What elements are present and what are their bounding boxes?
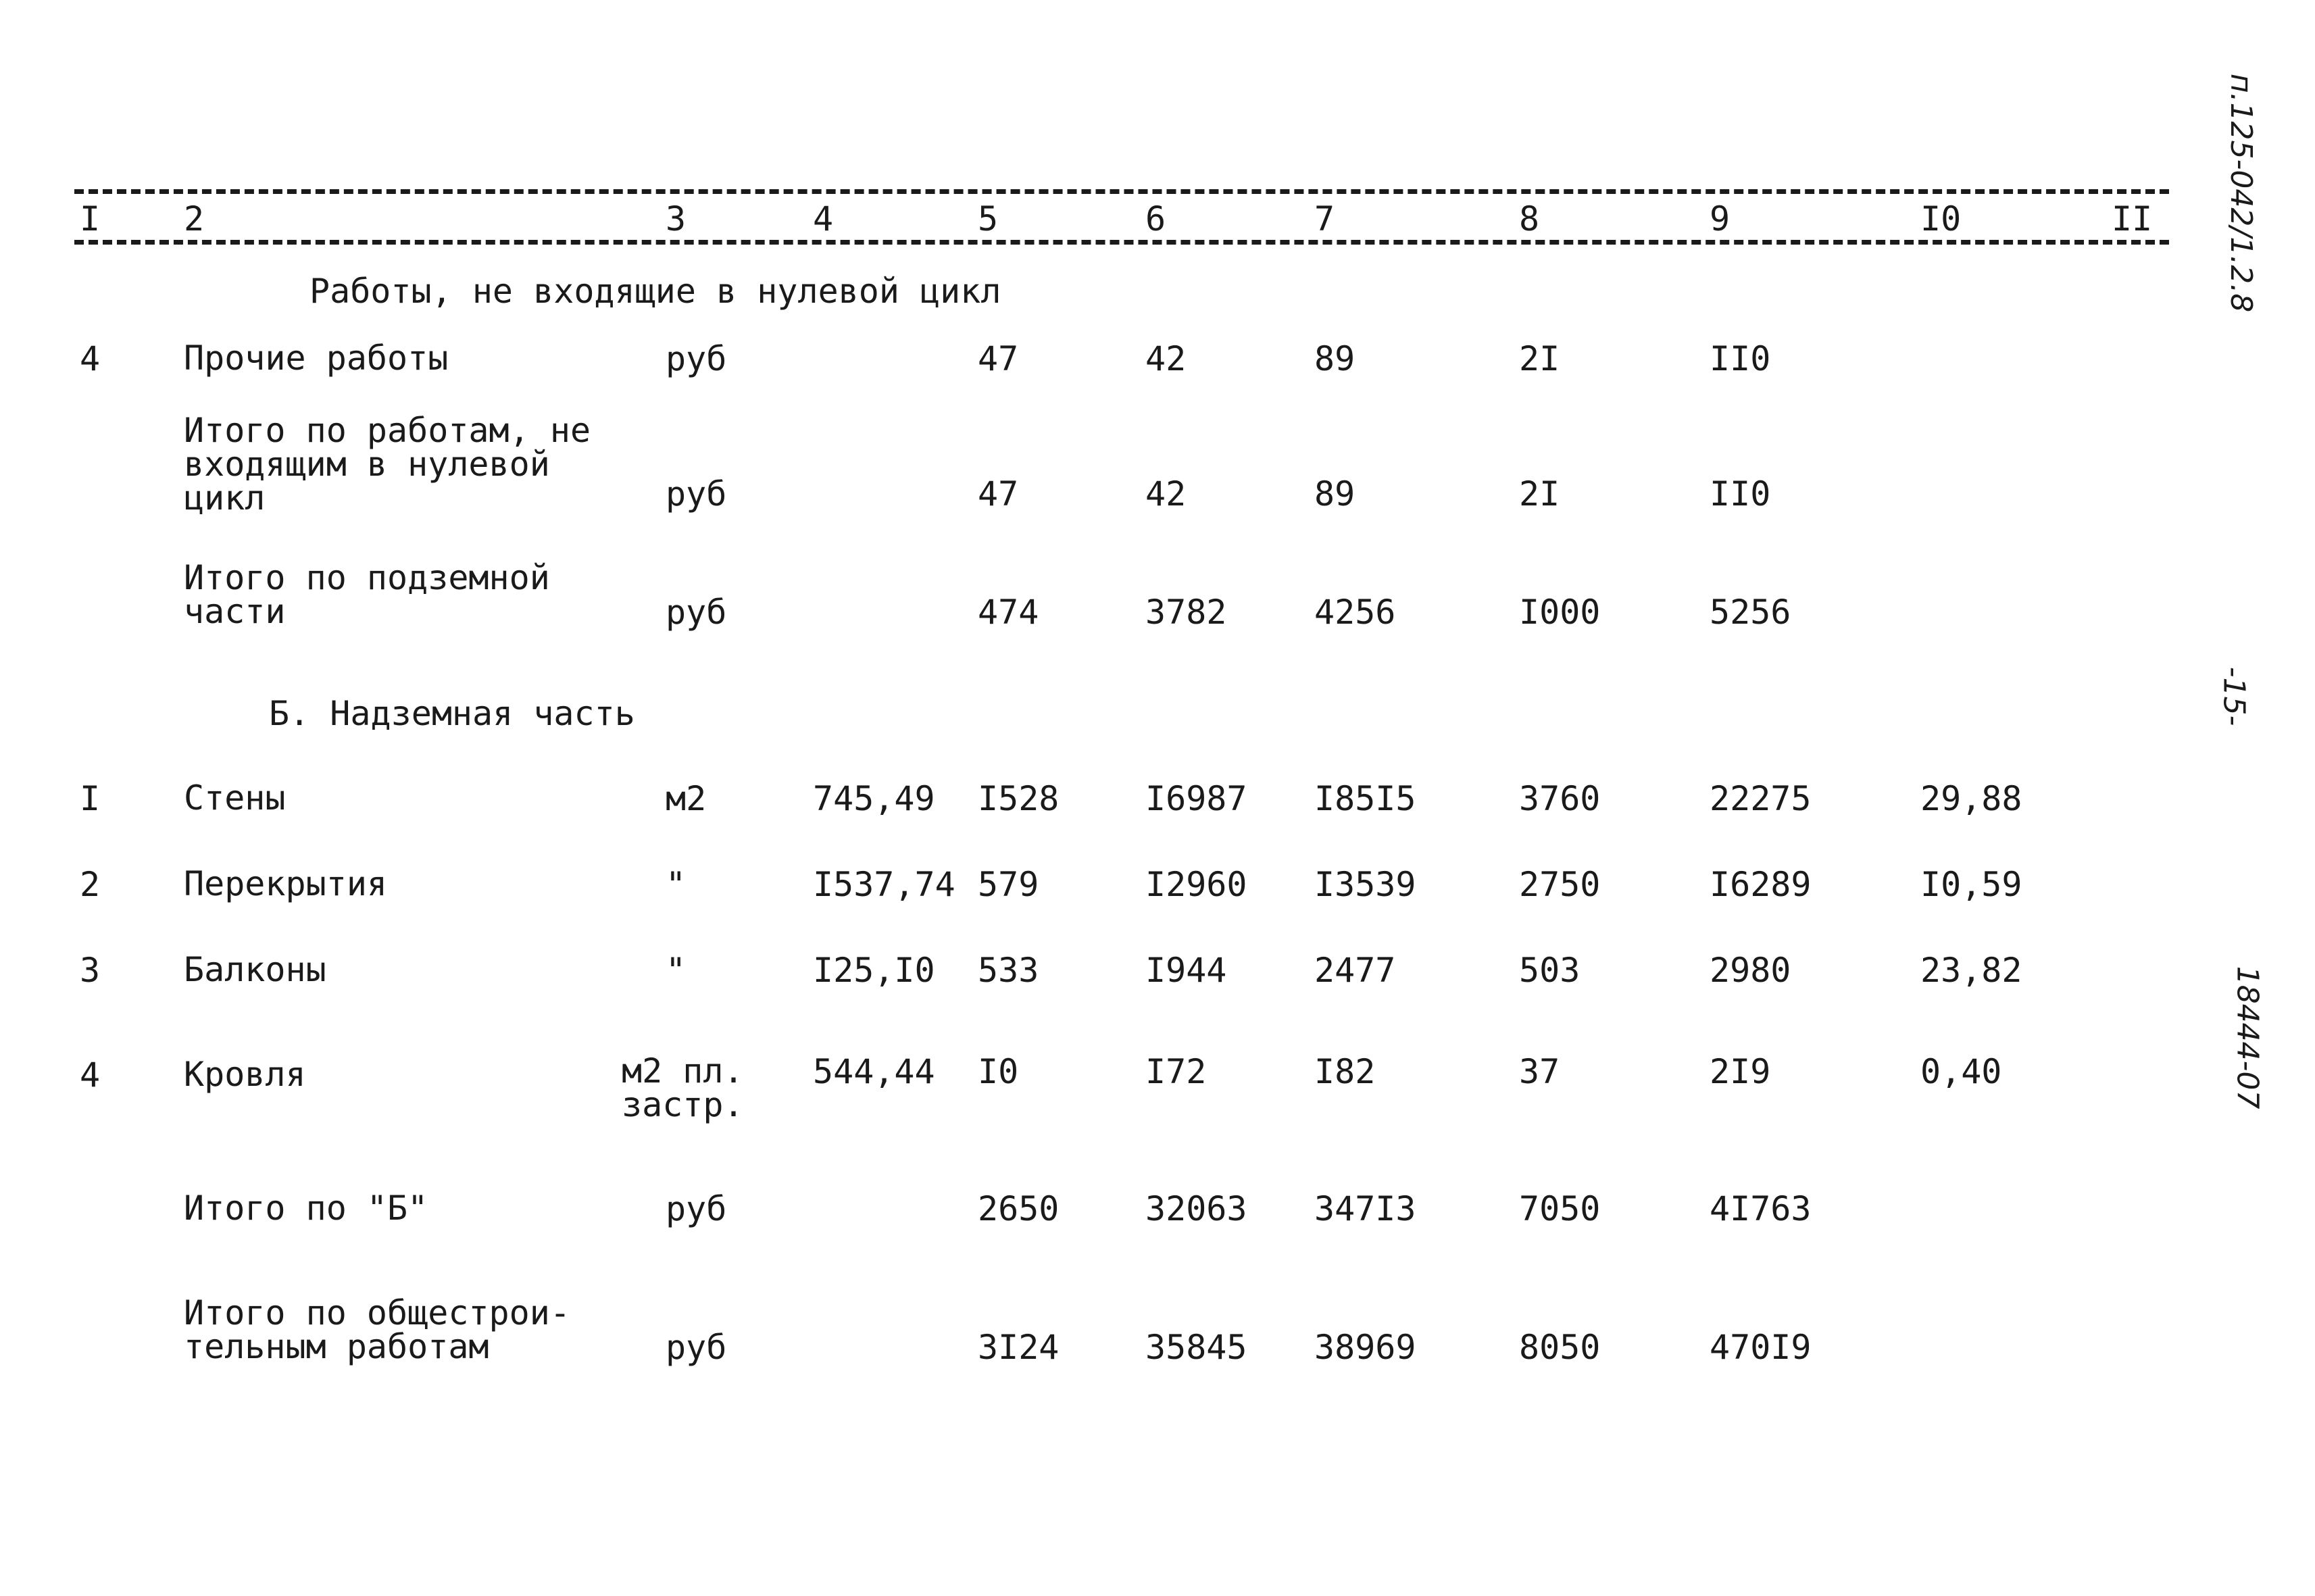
row-col8: I000 <box>1519 593 1601 632</box>
header-top-rule <box>74 189 2169 194</box>
row-number: I <box>80 779 101 818</box>
row-col5: 474 <box>978 593 1039 632</box>
col-header-1: I <box>80 199 101 239</box>
row-col4: I25,I0 <box>813 951 935 990</box>
row-unit: " <box>666 951 687 990</box>
row-col8: 503 <box>1519 951 1580 990</box>
row-col5: 47 <box>978 339 1019 378</box>
header-bottom-rule <box>74 240 2169 245</box>
row-col6: 32063 <box>1145 1189 1247 1228</box>
col-header-5: 5 <box>978 199 999 239</box>
row-col5: 2650 <box>978 1189 1060 1228</box>
section-title-nonzero: Работы, не входящие в нулевой цикл <box>309 272 1001 311</box>
col-header-4: 4 <box>813 199 834 239</box>
row-name: Перекрытия <box>184 864 388 903</box>
row-col8: 37 <box>1519 1052 1560 1091</box>
row-col7: 2477 <box>1314 951 1396 990</box>
row-col7: 38969 <box>1314 1328 1416 1367</box>
row-col8: 2750 <box>1519 865 1601 904</box>
row-name: Балконы <box>184 950 326 989</box>
row-col6: 35845 <box>1145 1328 1247 1367</box>
row-col5: I0 <box>978 1052 1019 1091</box>
row-col9: I6289 <box>1710 865 1812 904</box>
row-col10: 29,88 <box>1920 779 2022 818</box>
row-col9: 2980 <box>1710 951 1791 990</box>
row-col7: I82 <box>1314 1052 1376 1091</box>
col-header-10: I0 <box>1920 199 1962 239</box>
row-col5: 47 <box>978 474 1019 514</box>
row-name: Итого по работам, не входящим в нулевой цикл <box>184 411 591 518</box>
row-col8: 3760 <box>1519 779 1601 818</box>
row-col7: 347I3 <box>1314 1189 1416 1228</box>
row-col5: 3I24 <box>978 1328 1060 1367</box>
row-col8: 2I <box>1519 474 1560 514</box>
row-col8: 7050 <box>1519 1189 1601 1228</box>
row-name: Стены <box>184 778 286 818</box>
row-col6: I2960 <box>1145 865 1247 904</box>
row-name: Итого по общестрои- тельным работам <box>184 1293 570 1366</box>
margin-page-number: -15- <box>2216 666 2251 726</box>
section-title-above-ground: Б. Надземная часть <box>269 694 635 733</box>
row-col9: II0 <box>1710 339 1771 378</box>
row-name: Итого по "Б" <box>184 1189 428 1228</box>
row-number: 2 <box>80 865 101 904</box>
row-col7: 89 <box>1314 339 1355 378</box>
row-col4: I537,74 <box>813 865 955 904</box>
row-col6: I6987 <box>1145 779 1247 818</box>
row-col10: 23,82 <box>1920 951 2022 990</box>
row-col4: 544,44 <box>813 1052 935 1091</box>
row-col9: 5256 <box>1710 593 1791 632</box>
row-unit: руб <box>666 1328 727 1367</box>
col-header-11: II <box>2112 199 2153 239</box>
row-col9: 470I9 <box>1710 1328 1812 1367</box>
row-col8: 8050 <box>1519 1328 1601 1367</box>
row-unit: руб <box>666 1189 727 1228</box>
row-col5: I528 <box>978 779 1060 818</box>
row-col8: 2I <box>1519 339 1560 378</box>
row-number: 4 <box>80 1055 101 1095</box>
col-header-2: 2 <box>184 199 205 239</box>
row-col6: 3782 <box>1145 593 1227 632</box>
row-unit: м2 пл. застр. <box>622 1051 744 1124</box>
col-header-9: 9 <box>1710 199 1731 239</box>
row-unit: руб <box>666 339 727 378</box>
row-col10: 0,40 <box>1920 1052 2002 1091</box>
row-col9: 4I763 <box>1710 1189 1812 1228</box>
col-header-8: 8 <box>1519 199 1540 239</box>
row-col7: 89 <box>1314 474 1355 514</box>
row-number: 4 <box>80 339 101 378</box>
row-number: 3 <box>80 951 101 990</box>
col-header-6: 6 <box>1145 199 1166 239</box>
row-col9: II0 <box>1710 474 1771 514</box>
row-col6: I944 <box>1145 951 1227 990</box>
row-unit: руб <box>666 474 727 514</box>
margin-document-code: п.125-042/1.2.8 <box>2224 73 2259 313</box>
row-col5: 533 <box>978 951 1039 990</box>
row-col6: 42 <box>1145 474 1187 514</box>
row-name: Прочие работы <box>184 339 449 378</box>
row-col10: I0,59 <box>1920 865 2022 904</box>
row-unit: м2 <box>666 779 707 818</box>
row-unit: руб <box>666 593 727 632</box>
row-unit: " <box>666 865 687 904</box>
row-col9: 22275 <box>1710 779 1812 818</box>
row-col7: I85I5 <box>1314 779 1416 818</box>
row-name: Кровля <box>184 1055 306 1094</box>
col-header-3: 3 <box>666 199 687 239</box>
row-col9: 2I9 <box>1710 1052 1771 1091</box>
row-col7: 4256 <box>1314 593 1396 632</box>
row-col5: 579 <box>978 865 1039 904</box>
row-col4: 745,49 <box>813 779 935 818</box>
col-header-7: 7 <box>1314 199 1335 239</box>
row-name: Итого по подземной части <box>184 558 550 631</box>
row-col6: I72 <box>1145 1052 1207 1091</box>
row-col6: 42 <box>1145 339 1187 378</box>
margin-inventory-number: 18444-07 <box>2230 966 2265 1109</box>
row-col7: I3539 <box>1314 865 1416 904</box>
